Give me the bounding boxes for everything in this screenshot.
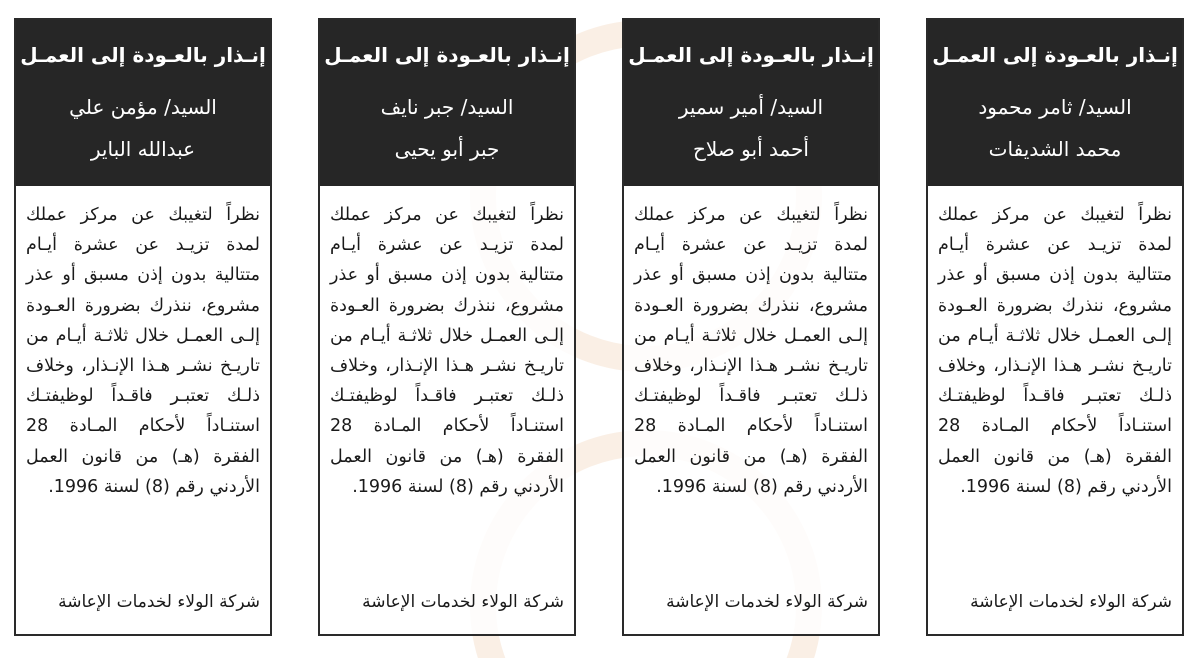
- notice-card: [318, 18, 576, 636]
- notice-recipient: [320, 86, 574, 170]
- recipient-name-line1: السيد/ أمير سمير: [678, 95, 824, 119]
- notice-title: إنـذار بالعـودة إلى العمـل: [20, 43, 266, 67]
- notice-signature: شركة الولاء لخدمات الإعاشة: [970, 592, 1172, 612]
- recipient-name-line1: السيد/ ثامر محمود: [978, 95, 1132, 119]
- recipient-name-line2: جبر أبو يحيى: [394, 137, 500, 161]
- notice-body: نظراً لتغيبك عن مركز عملك لمدة تزيـد عن عشرة أيـام متتالية بدون إذن مسبق أو عذر مشروع، ننذرك بضرورة العـودة إلـى العمـل خلال ثلاثـة أيـام من تاريـخ نشـر هـذا الإنـذار، وخلاف ذلـك تعتبـر فاقـداً لوظيفتـك استنـاداً لأحكام المـادة 28 الفقرة (هـ) من قانون العمل الأردني رقم (8) لسنة 1996.: [26, 205, 260, 497]
- recipient-name-line2: أحمد أبو صلاح: [693, 137, 809, 161]
- notice-body: نظراً لتغيبك عن مركز عملك لمدة تزيـد عن عشرة أيـام متتالية بدون إذن مسبق أو عذر مشروع، ننذرك بضرورة العـودة إلـى العمـل خلال ثلاثـة أيـام من تاريـخ نشـر هـذا الإنـذار، وخلاف ذلـك تعتبـر فاقـداً لوظيفتـك استنـاداً لأحكام المـادة 28 الفقرة (هـ) من قانون العمل الأردني رقم (8) لسنة 1996.: [938, 205, 1172, 497]
- notice-title: إنـذار بالعـودة إلى العمـل: [324, 43, 570, 67]
- recipient-name-line1: السيد/ مؤمن علي: [69, 95, 217, 119]
- notice-body: نظراً لتغيبك عن مركز عملك لمدة تزيـد عن عشرة أيـام متتالية بدون إذن مسبق أو عذر مشروع، ننذرك بضرورة العـودة إلـى العمـل خلال ثلاثـة أيـام من تاريـخ نشـر هـذا الإنـذار، وخلاف ذلـك تعتبـر فاقـداً لوظيفتـك استنـاداً لأحكام المـادة 28 الفقرة (هـ) من قانون العمل الأردني رقم (8) لسنة 1996.: [634, 205, 868, 497]
- notice-card: [622, 18, 880, 636]
- notice-recipient: [624, 86, 878, 170]
- notice-title: إنـذار بالعـودة إلى العمـل: [628, 43, 874, 67]
- notice-signature: شركة الولاء لخدمات الإعاشة: [666, 592, 868, 612]
- notice-recipient: [16, 86, 270, 170]
- recipient-name-line2: عبدالله الباير: [90, 137, 196, 161]
- notice-signature: شركة الولاء لخدمات الإعاشة: [58, 592, 260, 612]
- notices-row: [14, 18, 1184, 640]
- notice-body: نظراً لتغيبك عن مركز عملك لمدة تزيـد عن عشرة أيـام متتالية بدون إذن مسبق أو عذر مشروع، ننذرك بضرورة العـودة إلـى العمـل خلال ثلاثـة أيـام من تاريـخ نشـر هـذا الإنـذار، وخلاف ذلـك تعتبـر فاقـداً لوظيفتـك استنـاداً لأحكام المـادة 28 الفقرة (هـ) من قانون العمل الأردني رقم (8) لسنة 1996.: [330, 205, 564, 497]
- notice-header: [928, 20, 1182, 186]
- notice-header: [320, 20, 574, 186]
- notice-title: إنـذار بالعـودة إلى العمـل: [932, 43, 1178, 67]
- recipient-name-line1: السيد/ جبر نايف: [380, 95, 514, 119]
- notice-header: [16, 20, 270, 186]
- notice-card: [926, 18, 1184, 636]
- notice-signature: شركة الولاء لخدمات الإعاشة: [362, 592, 564, 612]
- notice-header: [624, 20, 878, 186]
- recipient-name-line2: محمد الشديفات: [988, 137, 1122, 161]
- notice-recipient: [928, 86, 1182, 170]
- notice-card: [14, 18, 272, 636]
